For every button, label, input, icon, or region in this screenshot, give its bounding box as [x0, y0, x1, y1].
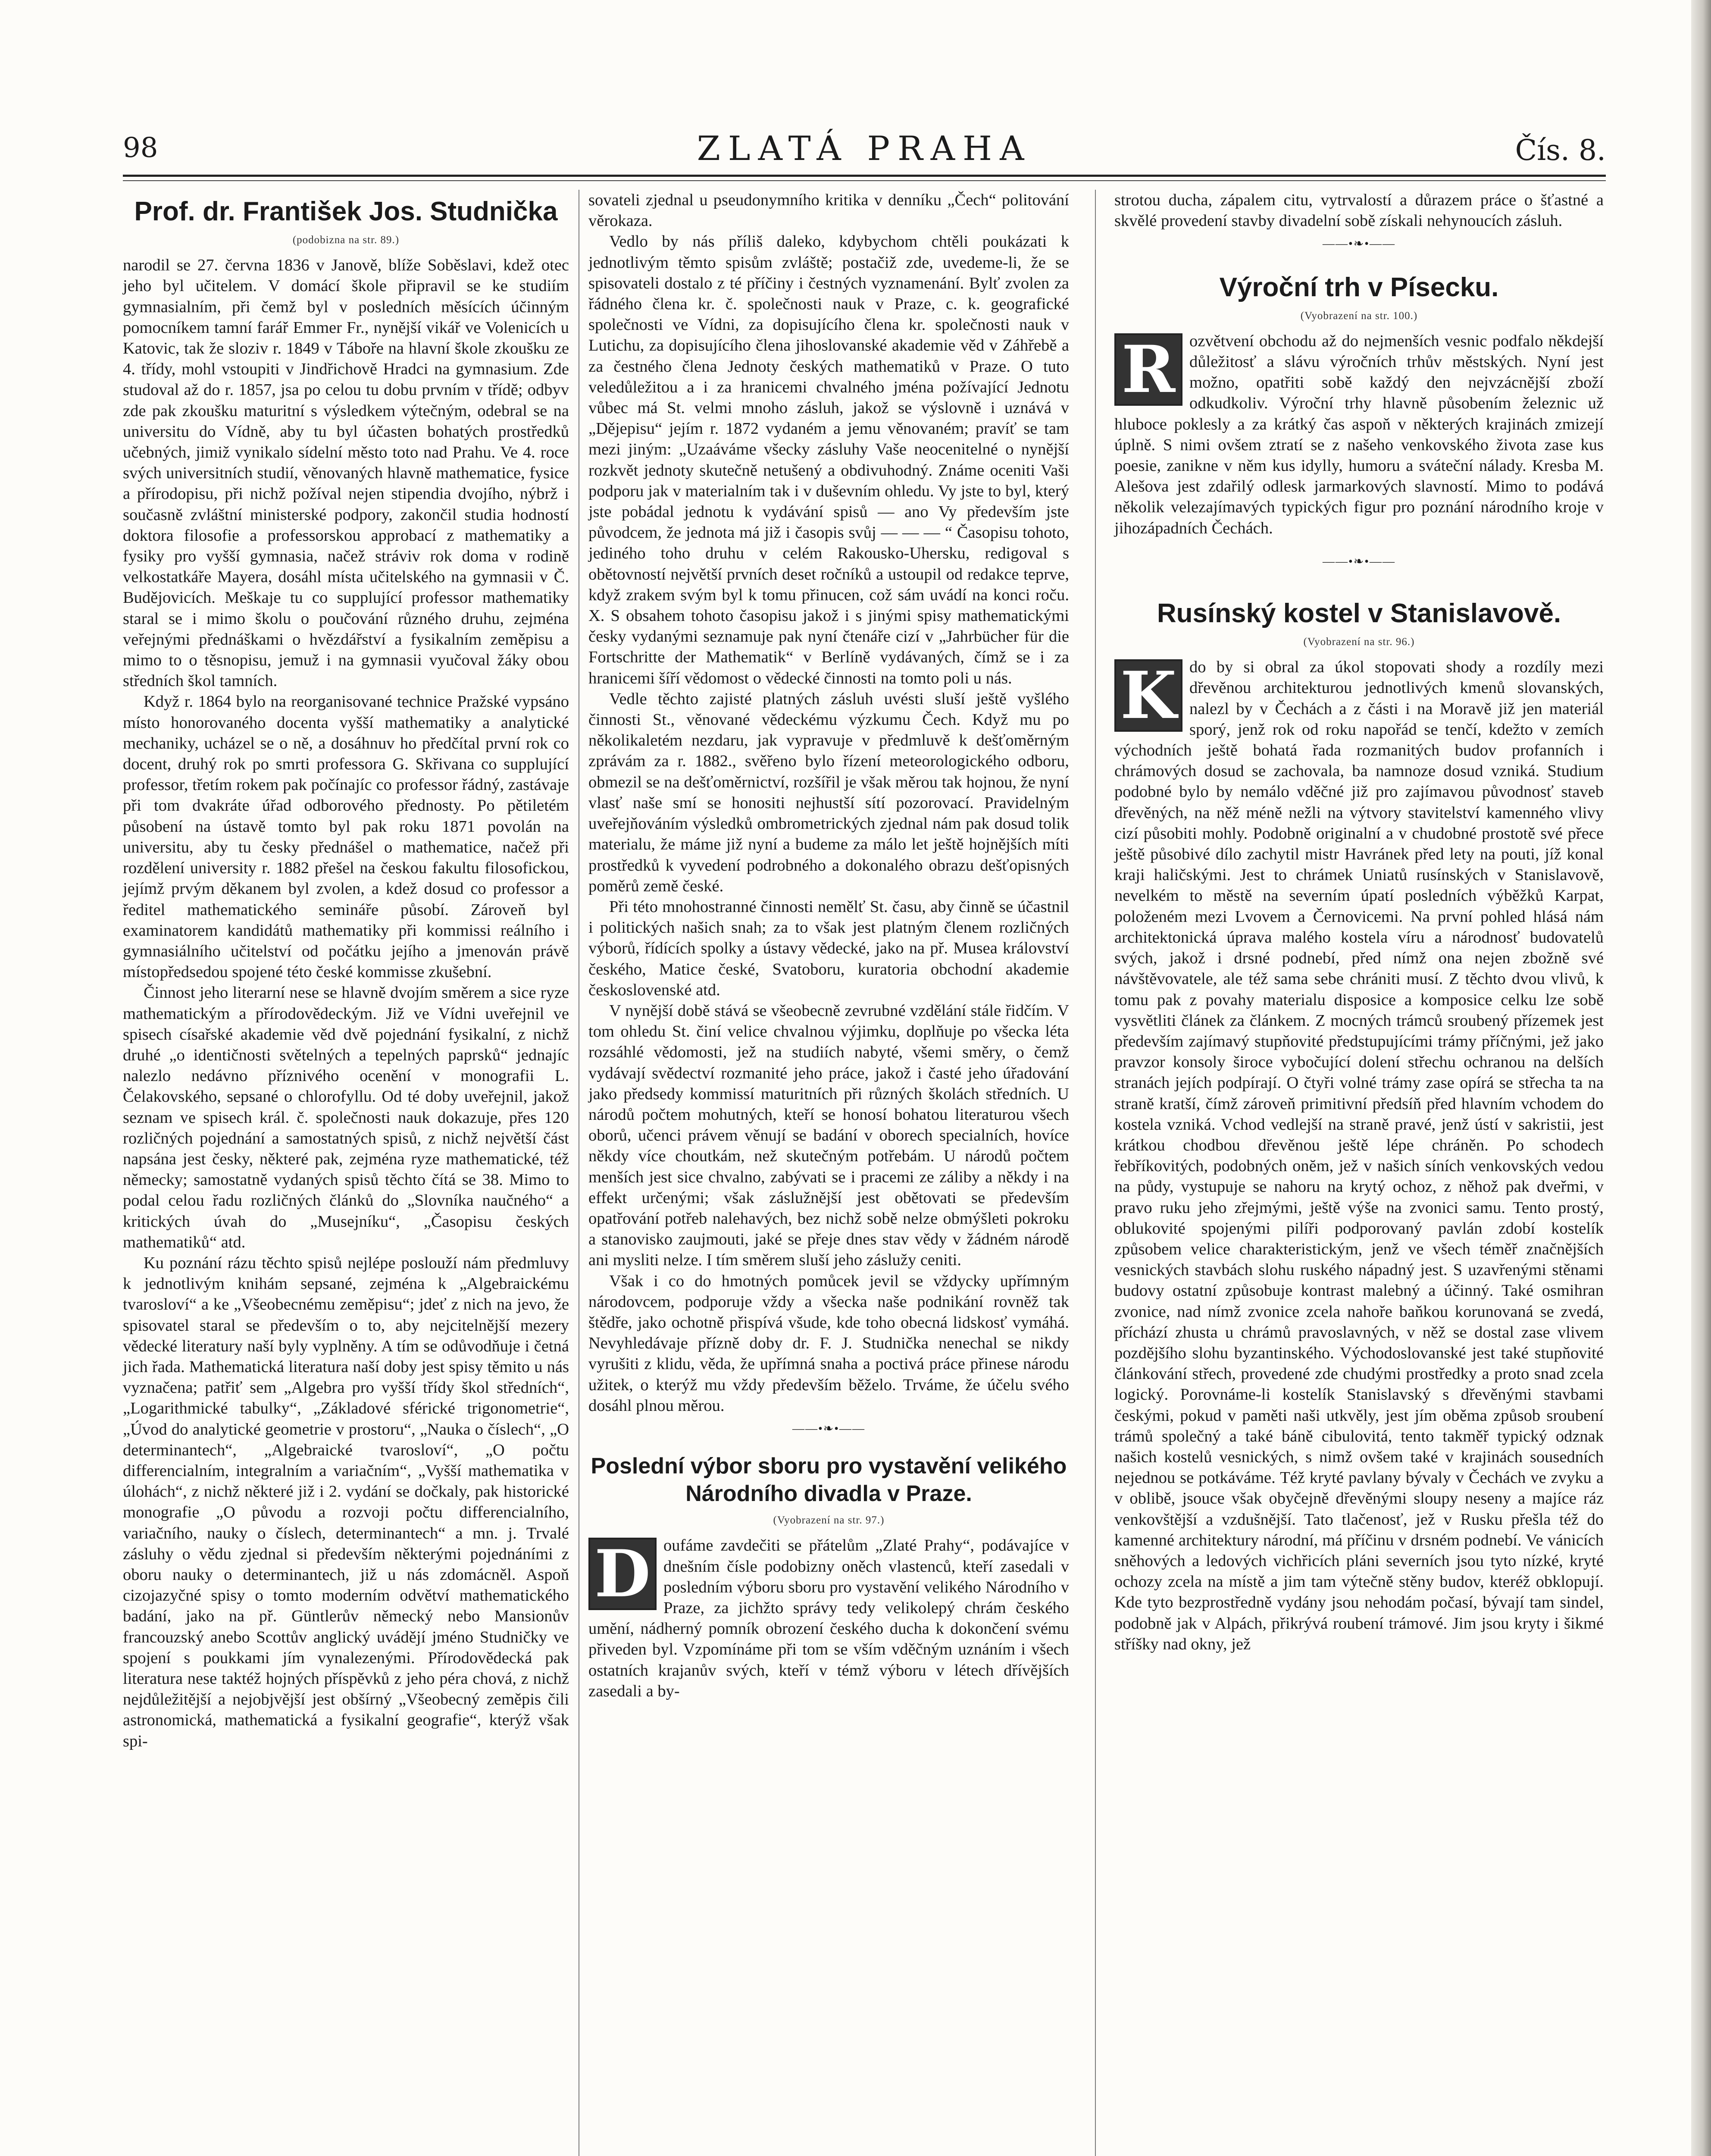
paragraph: Když r. 1864 bylo na reorganisované technice Pražské vypsáno místo honorovaného docenta vyšší mathematiky a analytické mechaniky, ucházel se o ně, a dosáhnuv ho předčítal první rok co docent, druhý rok po smrti professora G. Skřivana co supplující professor, třetím rokem pak počínajíc co professor řádný, zastávaje při tom dvakráte úřad odborového přednosty. Po pětiletém působení na ústavě tomto byl pak roku 1871 povolán na universitu, aby tu česky přednášel o mathematice, načež při rozdělení university r. 1882 přešel na českou fakultu filosofickou, jejímž prvým děkanem byl zvolen, a kdež dosud co professor a ředitel mathematického semináře působí. Zároveň byl examinatorem kandidátů mathematiky při kommissi reálního i gymnasiálního učitelství od počátku jejího a jmenován právě místopředsedou spojené této české kommisse zkušební.	[123, 693, 569, 981]
paragraph: V nynější době stává se všeobecně zevrubné vzdělání stále řidčím. V tom ohledu St. činí velice chvalnou výjimku, doplňuje po všecka léta rozsáhlé vědomosti, jež na studiích nabyté, všemi směry, o čemž vydávají svědectví rozmanité jeho práce, jakož i časté jeho úřadování jako předsedy kommissí maturitních při různých školách středních. U národů počtem mohutných, kteří se honosí bohatou literaturou všech oborů, učenci právem věnují se badání v oborech specialních, hovíce někdy více choutkám, než skutečným potřebám. U národů počtem menších jest sice chvalno, zabývati se i pracemi ze záliby a někdy i na effekt určenými; však záslužnější jest obětovati se především opatřování potřeb nalehavých, bez nichž sobě nelze obmýšleti pokroku a stanovisko zaujmouti, jaké se přeje dnes stav vědy v žádném národě ani mysliti nelze. I tím směrem sluší jeho záslužy ceniti.	[588, 1001, 1069, 1269]
column-3	[1114, 190, 1604, 1655]
header-rule	[123, 175, 1606, 177]
article-title-studnicka: Prof. dr. František Jos. Studnička	[134, 197, 558, 226]
drop-cap: D	[588, 1538, 657, 1610]
header-rule-thin	[123, 180, 1606, 181]
column-divider-2	[1095, 190, 1096, 2156]
paragraph	[588, 1535, 1069, 1702]
paragraph: Vedlo by nás příliš daleko, kdybychom chtěli poukázati k jednotlivým těmto spisům zvláště; postačiž zde, uvedeme-li, že se spisovateli dostalo z té příčiny i čestných vyznamenání. Bylť zvolen za řádného člena kr. č. společnosti nauk v Praze, c. k. geografické společnosti ve Vídni, za dopisujícího člena kr. společnosti nauk v Lutichu, za dopisujícího člena jihoslovanské akademie věd v Záhřebě a za čestného člena Jednoty českých mathematiků v Praze. O tuto veledůležitou a i za hranicemi chvalného jména požívající Jednotu vůbec má St. velmi mnoho zásluh, jakož se výslovně i uznává v „Dějepisu“ jejím r. 1872 vydaném a jemu věnovaném; pravíť se tam mezi jiným: „Uzaáváme všecky zásluhy Vaše neocenitelné o nynější rozkvět jednoty skutečně netušený a obdivuhodný. Známe oceniti Vaši podporu jak v materialním tak i v duševním ohledu. Vy jste to byl, který jste pobádal jednotu k vydávání spisů — ano Vy především jste původcem, že jednota má již i časopis svůj — — — “ Časopisu tohoto, jediného toho druhu v celém Rakousko-Uhersku, redigoval s obětovností největší prvních deset ročníků a ustoupil od redakce teprve, když zrakem svým byl k tomu přinucen, což sám uvádí na konci roču. X. S obsahem tohoto časopisu jakož i s jinými spisy mathematickými česky vydanými seznamuje pak nyní čtenáře cizí v „Jahrbücher für die Fortschritte der Mathematik“ v Berlíně vydávaných, čímž se i za hranicemi šíří vědomost o vědecké činnosti na tomto poli u nás.	[588, 232, 1069, 687]
paragraph: strotou ducha, zápalem citu, vytrvalostí a důrazem práce o šťastné a skvělé provedení stavby divadelní sobě získali nehynoucích zásluh.	[1114, 191, 1604, 230]
drop-cap: K	[1114, 659, 1182, 732]
paragraph-text: do by si obral za úkol stopovati shody a rozdíly mezi dřevěnou architekturou jednotlivých kmenů slovanských, nalezl by v Čechách a z části i na Moravě již jen materiál sporý, jenž rok od roku napořád se tenčí, kdežto v zemích východních ještě bohatá řada rozmanitých budov profanních i chrámových dosud se zachovala, ba namnoze dosud vzniká. Studium podobné bylo by nemálo vděčné již pro zajímavou původnosť staveb dřevěných, na něž méně nežli na výtvory stavitelství kamenného vlivy cizí působiti mohly. Podobně originalní a v chudobné prostotě své přece ještě působivé dílo zachytil mistr Havránek před lety na pouti, jíž konal kraji haličskými. Jest to chrámek Uniatů rusínských v Stanislavově, nevelkém to městě na severním úpatí posledních výběžků Karpat, položeném mezi Lvovem a Černovicemi. Na první pohled hlásá nám architektonická úprava malého kostela víru a národnosť budovatelů svých, jakož i drsné podnebí, před nímž ona nejen zbožně své návštěvovatele, ale též sama sebe chrániti musí. Z těchto dvou vlivů, k tomu pak z povahy materialu disposice a komposice celku lze sobě vysvětliti článek za článkem. Z mocných trámců sroubený přízemek jest především zajímavý stupňovité předstupujícími trámy příčnými, jež jako pravzor konsoly široce vybočující dolení střechu ochranou na delších stranách jejích podpírají. O čtyři volné trámy zase opírá se střecha ta na straně kratší, čímž zároveň primitivní předsíň před hlavním vchodem do kostela vzniká. Vchod vedlejší na straně pravé, jenž ústí v sakristii, jest krátkou chodbou dřevěnou ještě lépe chráněn. Po schodech řebříkovitých, podobných onĕm, jež v našich síních venkovských vedou na půdy, vystupuje se nahoru na krytý ochoz, z něhož pak dveřmi, v pravo ruku jeho zřejmými, ještě výše na zvonici samu. Tento prostý, oblukovité spojenými pilíři podporovaný pavlán zdobí kostelík způsobem velice charakteristickým, jenž ve všech téměř značnějších vesnických stavbách slohu ruského nápadný jest. S uzavřenými stěnami budovy ostatní způsobuje kontrast malebný a účinný. Také osmihran zvonice, nad nímž zvonice zcela nahoře baňkou korunovaná se zvedá, příchází zhusta u chrámů pravoslavných, v něž se dostal zase vlivem pozdějšího slohu byzantinského. Východoslovanské jest také stupňovité článkování střech, provedené zde chudými prostředky a proto snad zcela logický. Porovnáme-li kostelík Stanislavský s dřevěnými stavbami českými, pokud v paměti naši utkvěly, jest jím oběma způsob sroubení trámů společný a také báně cibulovitá, tento takměř typický odznak našich kostelů vesnických, s nimž ovšem také v krajinách sousedních nejednou se potkáváme. Též kryté pavlany bývaly v Čechách ve zvyku a v oblibě, jsouce však obyčejně dřevěnými sloupy neseny a majíce ráz venkovštější a vzdušnější. Tato tlačenosť, jež v Rusku přešla též do kamenné architektury národní, má příčinu v drsném podnebí. Ve vánicích sněhových a ledových vichřicích pláni severních jsou tyto nízké, kryté ochozy zcela na místě a jim tam výtečně stěny budov, kteréž obklopují. Kde tyto bezprostředně vydány jsou nehodám počasí, bývají tam sindel, podobně jak v Alpách, přikrývá roubení trámové. Jim jsou kryty i šikmé stříšky nad okny, jež	[1114, 658, 1604, 1653]
drop-cap: R	[1114, 333, 1182, 406]
paragraph: Při této mnohostranné činnosti nemělť St. času, aby činně se účastnil i politických našich snah; za to však jest platným členem rozličných výborů, řídících spolky a ústavy vědecké, jako na př. Musea království českého, Matice české, Svatoboru, kuratoria obchodní akademie československé atd.	[588, 897, 1069, 999]
paragraph: Vedle těchto zajisté platných zásluh uvésti sluší ještě vyšlého činnosti St., věnované vědeckému výzkumu Čech. Když mu po několikaletém nezdaru, jak vypravuje v předmluvě k dešťoměrným zprávám za r. 1882., svěřeno bylo řízení meteorologického odboru, obmezil se na dešťoměrnictví, rozšířil je však měrou tak hojnou, že nyní vlasť naše smí se honositi nejhustší sítí pozorovací. Pravidelným uveřejňováním výsledků ombrometrických zjednal nám pak dosud tolik materialu, že máme již nyní a budeme za málo let ještě hojnějších míti prostředků k vyvedení podrobného a dokonalého obrazu dešťopisných poměrů země české.	[588, 689, 1069, 895]
issue-number: Čís. 8.	[1515, 134, 1606, 167]
article-title-rusinsky-kostel: Rusínský kostel v Stanislavově.	[1157, 599, 1561, 629]
paragraph-text: oufáme zavdečiti se přátelům „Zlaté Prahy“, podávajíce v dnešním čísle podobizny oněch vlastenců, kteří zasedali v posledním výboru sboru pro vystavění velikého Národního v Praze, za jichžto správy tedy velikolepý chrám českého umění, nádherný pomník obrození českého ducha k dokončení svému přiveden byl. Vzpomínáme při tom se vším vděčným uznáním i všech ostatních krajanův svých, kteří v témž výboru v létech dřívějších zasedali a by-	[588, 1536, 1069, 1700]
paragraph: Činnost jeho literarní nese se hlavně dvojím směrem a sice ryze mathematickým a přírodovědeckým. Již ve Vídni uveřejnil ve spisech císařské akademie věd dvě pojednání fysikalní, z nichž druhé „o identičnosti světelných a tepelných paprsků“ jednajíc nalezlo nedávno příznivého ocenění v monografii L. Čelakovského, sepsané o chlorofyllu. Od té doby uveřejnil, jakož seznam ve spisech král. č. společnosti nauk dokazuje, přes 120 rozličných pojednání a samostatných spisů, z nichž největší část napsána jest česky, některé pak, zejména ryze mathematické, též německy; samostatně vydaných spisů těchto čítá se 38. Mimo to podal celou řadu rozličných článků do „Slovníka naučného“ a kritických úvah do „Musejníku“, „Časopisu českých mathematiků“ atd.	[123, 984, 569, 1251]
column-1	[123, 196, 569, 1752]
section-ornament: ——•❧•——	[792, 1422, 866, 1435]
column-2	[588, 190, 1069, 1702]
page-header	[123, 129, 1606, 177]
paragraph: Však i co do hmotných pomůcek jevil se vždycky upřímným národovcem, podporuje vždy a všecka naše podnikání rovněž tak štědře, jako ochotně přispívá všude, kde toho obecná lidskosť vymáhá. Nevyhledávaje přízně doby dr. F. J. Studnička nenechal se nikdy vyrušiti z klidu, věda, že upřímná snaha a poctivá práce přinese národu užitek, o kterýž mu vždy především běželo. Trváme, že účelu svého dosáhl plnou měrou.	[588, 1272, 1069, 1415]
article-caption-narodni-divadlo: (Vyobrazení na str. 97.)	[773, 1514, 885, 1526]
page-edge-shadow	[1691, 0, 1711, 2156]
paragraph: sovateli zjednal u pseudonymního kritika v denníku „Čech“ politování věrokaza.	[588, 191, 1069, 230]
article-caption-studnicka: (podobizna na str. 89.)	[292, 234, 400, 246]
section-ornament: ——•❧•——	[1322, 237, 1396, 251]
article-caption-rusinsky-kostel: (Vyobrazení na str. 96.)	[1303, 636, 1415, 648]
article-caption-vyrocni-trh: (Vyobrazení na str. 100.)	[1300, 310, 1418, 322]
page-number: 98	[123, 132, 158, 164]
paragraph	[1114, 331, 1604, 539]
article-title-narodni-divadlo: Poslední výbor sboru pro vystavění velikého Národního divadla v Praze.	[591, 1454, 1067, 1507]
paragraph: narodil se 27. června 1836 v Janově, blíže Soběslavi, kdež otec jeho byl učitelem. V domácí škole připravil se ke studiím gymnasialním, při čemž byl v posledních měsících účinným pomocníkem tamní farář Emmer Fr., nynější vikář ve Volenicích u Katovic, tak že sloziv r. 1849 v Táboře na hlavní škole zkoušku ze 4. třídy, mohl vstoupiti v Jindřichově Hradci na gymnasium. Zde studoval až do r. 1857, jsa po celou tu dobu prvním v třídě; odbyv zde pak zkoušku maturitní s výsledkem výtečným, odebral se na universitu do Vídně, aby tu byl účasten bohatých prostředků učebných, jimiž vynikalo sídelní město toto nad Prahu. Ve 4. roce svých universitních studií, věnovaných hlavně mathematice, fysice a přírodopisu, při nichž požíval nejen stipendia dvojího, nýbrž i současně zvláštní ministerské podpory, zakončil studia hodností doktora filosofie a professorskou approbací z mathematiky a fysiky pro vyšší gymnasia, načež stráviv rok doma v rodině velkostatkáře Mayera, dosáhl místa učitelského na gymnasii v Č. Budějovicích. Meškaje tu co supplující professor mathematiky staral se i mimo školu o poučování různého druhu, zejména veřejnými přednáškami o hvězdářství a fysikalním zeměpisu a mimo to o těsnopisu, jemuž i na gymnasii vyučoval žáky obou středních škol tamních.	[123, 256, 569, 690]
paragraph: Ku poznání rázu těchto spisů nejlépe poslouží nám předmluvy k jednotlivým knihám sepsané, zejména k „Algebraickému tvarosloví“ a ke „Všeobecnému zeměpisu“; jdeť z nich na jevo, že spisovatel staral se především o to, aby nejcitelnější mezery vědecké literatury naší byly vyplněny. A tím se odůvodňuje i četná jich řada. Mathematická literatura naší doby jest spisy těmito u nás vyznačena; patřiť sem „Algebra pro vyšší třídy škol středních“, „Logarithmické tabulky“, „Základové sférické trigonometrie“, „Úvod do analytické geometrie v prostoru“, „Nauka o číslech“, „O determinantech“, „Algebraické tvarosloví“, „O počtu differencialním, integralním a variačním“, „Vyšší mathematika v úlohách“, z nichž některé již i 2. vydání se dočkaly, pak historické monografie „O původu a rozvoji počtu differencialního, variačního, nauky o číslech, determinantech“ a mn. j. Trvalé zásluhy o vědu zjednal si především některými pojednáními z oboru nauky o determinantech, již u nás zdomácněl. Aspoň cizojazyčné spisy o tomto moderním odvětví mathematického badání, jako na př. Güntlerův německý nebo Mansionův francouzský anebo Scottův anglický uvádějí jméno Studničky ve spojení s poukkami jím vynalezenými. Přírodovědecká pak literatura nese taktéž hojných příspěvků z jeho péra chová, z nichž nejdůležitější a nejobjvější jest obšírný „Všeobecný zeměpis čili astronomická, mathematická a fysikalní geografie“, kterýž však spi-	[123, 1253, 569, 1750]
paragraph	[1114, 657, 1604, 1655]
section-ornament: ——•❧•——	[1322, 555, 1396, 568]
article-title-vyrocni-trh: Výroční trh v Písecku.	[1219, 272, 1499, 302]
journal-title: ZLATÁ PRAHA	[697, 129, 1032, 168]
paragraph-text: ozvětvení obchodu až do nejmenších vesnic podfalo někdejší důležitosť a slávu výročních trhův městských. Nyní jest možno, opatřiti sobě každý den nejvzácnější zboží odkudkoliv. Výroční trhy hlavně působením železnic už hluboce poklesly a za krátký čas aspoň v některých krajinách zmizejí úplně. S nimi ovšem ztratí se z našeho venkovského života zase kus poesie, zanikne v něm kus idylly, humoru a sváteční nálady. Kresba M. Alešova jest zdařilý odlesk jarmarkových slavností. Mimo to podává několik velezajímavých typických figur pro poznání národního kroje v jihozápadních Čechách.	[1114, 332, 1604, 537]
